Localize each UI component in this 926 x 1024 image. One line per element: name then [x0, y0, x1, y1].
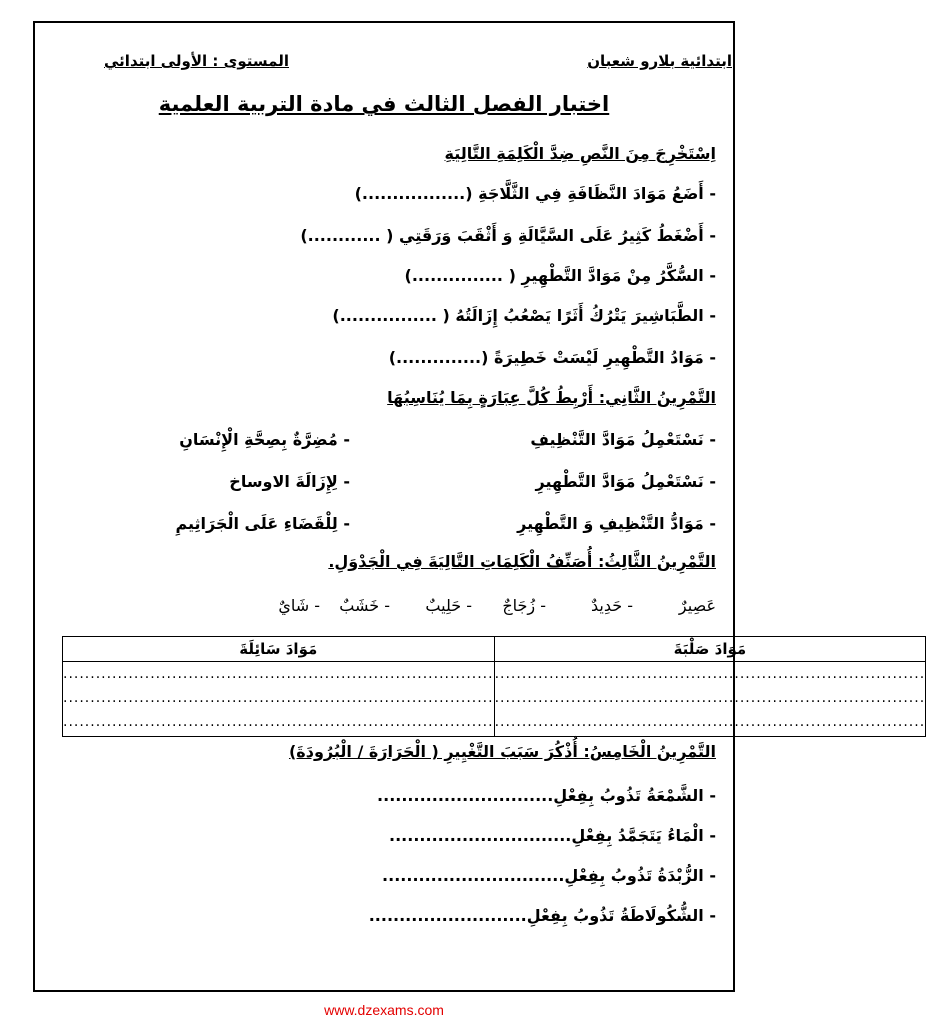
exercise2-heading: التَّمْرِينُ الثَّانِي: أَرْبِطُ كُلَّ عِبَارَةٍ بِمَا يُنَاسِبُهَا: [387, 388, 716, 407]
page-title: اختبار الفصل الثالث في مادة التربية العلمية: [158, 92, 610, 116]
dotted-line: ...............................................................................: [63, 714, 494, 730]
exercise2-right-2: - نَسْتَعْمِلُ مَوَادَّ التَّطْهِيرِ: [535, 472, 716, 491]
solid-answer-cell[interactable]: [494, 662, 926, 737]
word-2: - حَدِيدٌ: [591, 596, 633, 615]
dotted-line: ...............................................................................: [494, 690, 926, 706]
exercise1-line-1: - أَضَعُ مَوَادَ النَّظَافَةِ فِي الثَّلَّاجَةِ (.................): [354, 184, 716, 203]
word-4: - حَلِيبٌ: [425, 596, 472, 615]
exercise2-left-1: - مُضِرَّةٌ بِصِحَّةِ الْإِنْسَانِ: [179, 430, 350, 449]
page-border: [33, 21, 735, 992]
footer-link[interactable]: www.dzexams.com: [324, 1002, 444, 1018]
liquid-answer-cell[interactable]: [63, 662, 495, 737]
exercise5-line-2: - الْمَاءُ يَتَجَمَّدُ بِفِعْلِ..............................: [389, 826, 716, 845]
exercise1-line-2: - أَضْغَطُ كَثِيرُ عَلَى السَّيَّالَةِ وَ أَثْقَبَ وَرَقَتِي ( ............): [300, 226, 716, 245]
exercise2-right-3: - مَوَادُّ التَّنْظِيفِ وَ التَّطْهِيرِ: [517, 514, 716, 533]
word-6: - شَايٌ: [278, 596, 320, 615]
classification-table: [62, 636, 926, 737]
exercise2-left-2: - لِإِزَالَةَ الاوساخ: [229, 472, 350, 491]
exercise1-line-3: - السُّكَّرُ مِنْ مَوَادَّ التَّطْهِيرِ ( ...............): [404, 266, 716, 285]
exercise2-left-3: - لِلْقَضَاءِ عَلَى الْجَرَاثِيمِ: [175, 514, 350, 533]
exercise2-right-1: - نَسْتَعْمِلُ مَوَادَّ التَّنْظِيفِ: [530, 430, 716, 449]
exercise5-heading: التَّمْرِينُ الْخَامِسُ: أُذْكُرَ سَبَبَ التَّغْيِيرِ ( الْحَرَارَةَ / الْبُرُودَةَ): [288, 742, 716, 761]
exercise5-line-3: - الزُّبْدَةُ تَذُوبُ بِفِعْلِ..............................: [382, 866, 716, 885]
school-name: ابتدائية بلارو شعبان: [587, 52, 732, 70]
col-liquid-header: مَوَادَ سَائِلَةَ: [63, 637, 495, 662]
dotted-line: ...............................................................................: [494, 714, 926, 730]
exercise1-line-5: - مَوَادُ التَّطْهِيرِ لَيْسَتْ خَطِيرَةً (..............): [388, 348, 716, 367]
exercise5-line-4: - الشُّكُولَاطَةُ تَذُوبُ بِفِعْلِ..........................: [368, 906, 716, 925]
word-5: - خَشَبٌ: [339, 596, 390, 615]
dotted-line: ...............................................................................: [63, 666, 494, 682]
level-label: المستوى : الأولى ابتدائي: [104, 52, 289, 70]
exercise3-heading: التَّمْرِينُ الثَّالِثُ: أُصَنِّفُ الْكَلِمَاتِ التَّالِيَةَ فِي الْجَدْوَلِ.: [328, 552, 716, 571]
exercise1-line-4: - الطَّبَاشِيرَ يَتْرُكُ أَثَرًا يَصْعُبُ إِزَالَتُهُ ( ................): [332, 306, 716, 325]
word-3: - زُجَاجٌ: [502, 596, 546, 615]
exercise1-heading: اِسْتَخْرِجَ مِنَ النَّصِ ضِدَّ الْكَلِمَةِ التَّالِيَةِ: [444, 144, 716, 163]
word-1: عَصِيرٌ: [678, 596, 716, 615]
dotted-line: ...............................................................................: [494, 666, 926, 682]
exercise5-line-1: - الشَّمْعَةُ تَذُوبُ بِفِعْلِ.............................: [377, 786, 716, 805]
col-solid-header: مَوَادَ صَلْبَةَ: [494, 637, 926, 662]
dotted-line: ...............................................................................: [63, 690, 494, 706]
